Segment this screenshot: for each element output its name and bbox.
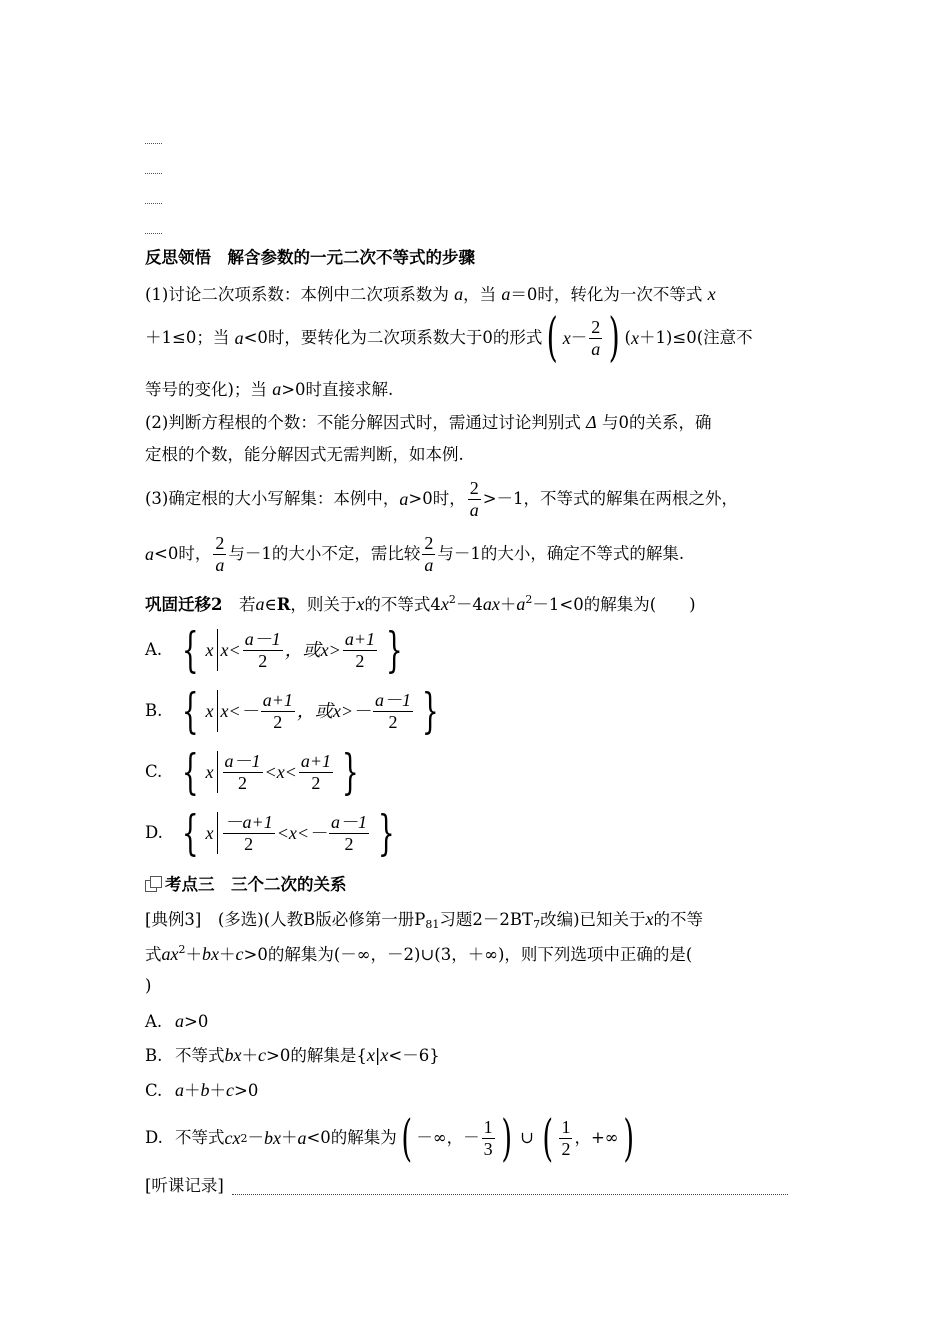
fraction-2-over-a: $\frac{2}{a}$ (424, 532, 434, 575)
reflection-point-2-line-2: 定根的个数，能分解因式无需判断，如本例. (145, 445, 464, 464)
reflection-point-1-line-1: (1)讨论二次项系数：本例中二次项系数为 a，当 a＝0时，转化为一次不等式 x (145, 284, 716, 304)
section-3-heading: 考点三 三个二次的关系 (145, 876, 347, 894)
reflection-subtitle: 解含参数的一元二次不等式的步骤 (227, 248, 475, 267)
example-3-line-2: 式$ax^2+bx+c>0$的解集为(－∞，－2)∪(3，＋∞)，则下列选项中正确的是( (145, 943, 693, 964)
reflection-point-3-line-1: (3)确定根的大小写解集：本例中， a >0时， $\frac{2}{a}$ >－1，不等式的解集在两根之外， (145, 477, 739, 520)
example-3-option-c[interactable]: C. a＋b＋c>0 (145, 1080, 259, 1100)
example-3-option-b[interactable]: B. 不等式bx＋c>0的解集是{x|x<－6} (145, 1045, 440, 1065)
reflection-point-1-line-2: ＋1≤0；当 a <0时，要转化为二次项系数大于0的形式 ( x － $\frac{2}{a}$ ) ( x ＋1)≤0(注意不 (145, 308, 753, 368)
example-3-option-d[interactable]: D. 不等式 cx 2 － bx ＋ a <0的解集为 ( －∞，－ $\frac{1}{3}$ ) ∪ ( $\frac{1}{2}$ ，+∞ ) (145, 1109, 634, 1167)
option-d[interactable]: D. { x $\frac{-a+1}{2}$ <x<－ $\frac{a-1}{2}$ } (145, 805, 395, 861)
dotted-line (145, 173, 162, 174)
fraction-2-over-a: $\frac{2}{a}$ (215, 532, 225, 575)
example-3-line-3: ) (145, 976, 152, 995)
reflection-point-1-line-3: 等号的变化)；当 a>0时直接求解. (145, 379, 394, 399)
practice-stem: 巩固迁移2 若a∈R，则关于x的不等式$4x^2-4ax+a^2-1<0$的解集为( ) (145, 593, 696, 614)
dotted-line (145, 233, 162, 234)
example-3-line-1: [典例3] (多选)(人教B版必修第一册$P_{81}$习题$2-2BT_7$改编)已知关于x的不等 (145, 909, 703, 931)
section-icon (145, 876, 163, 892)
reflection-heading (145, 250, 475, 267)
reflection-title: 反思领悟 (145, 248, 211, 267)
lecture-notes-line[interactable] (232, 1194, 788, 1195)
practice-title: 巩固迁移2 (145, 595, 223, 614)
fraction-2-over-a: $\frac{2}{a}$ (469, 477, 479, 520)
dotted-line (145, 143, 162, 144)
option-b[interactable]: B. { x x<－ $\frac{a+1}{2}$ ，或x>－ $\frac{a-1}{2}$ } (145, 683, 439, 739)
example-3-option-a[interactable]: A. a>0 (145, 1011, 209, 1031)
dotted-line (145, 203, 162, 204)
reflection-point-3-line-2: a <0时， $\frac{2}{a}$ 与－1的大小不定，需比较 $\frac{2}{a}$ 与－1的大小，确定不等式的解集. (145, 532, 685, 575)
reflection-point-2-line-1: (2)判断方程根的个数：不能分解因式时，需通过讨论判别式 Δ 与0的关系，确 (145, 412, 712, 432)
fraction-2-over-a: $\frac{2}{a}$ (591, 316, 601, 359)
option-a[interactable]: A. { x x< $\frac{a-1}{2}$ ，或x> $\frac{a+1}{2}$ } (145, 622, 403, 678)
lecture-notes-label: [听课记录] (145, 1176, 224, 1195)
option-c[interactable]: C. { x $\frac{a-1}{2}$ <x< $\frac{a+1}{2}$ } (145, 744, 359, 800)
